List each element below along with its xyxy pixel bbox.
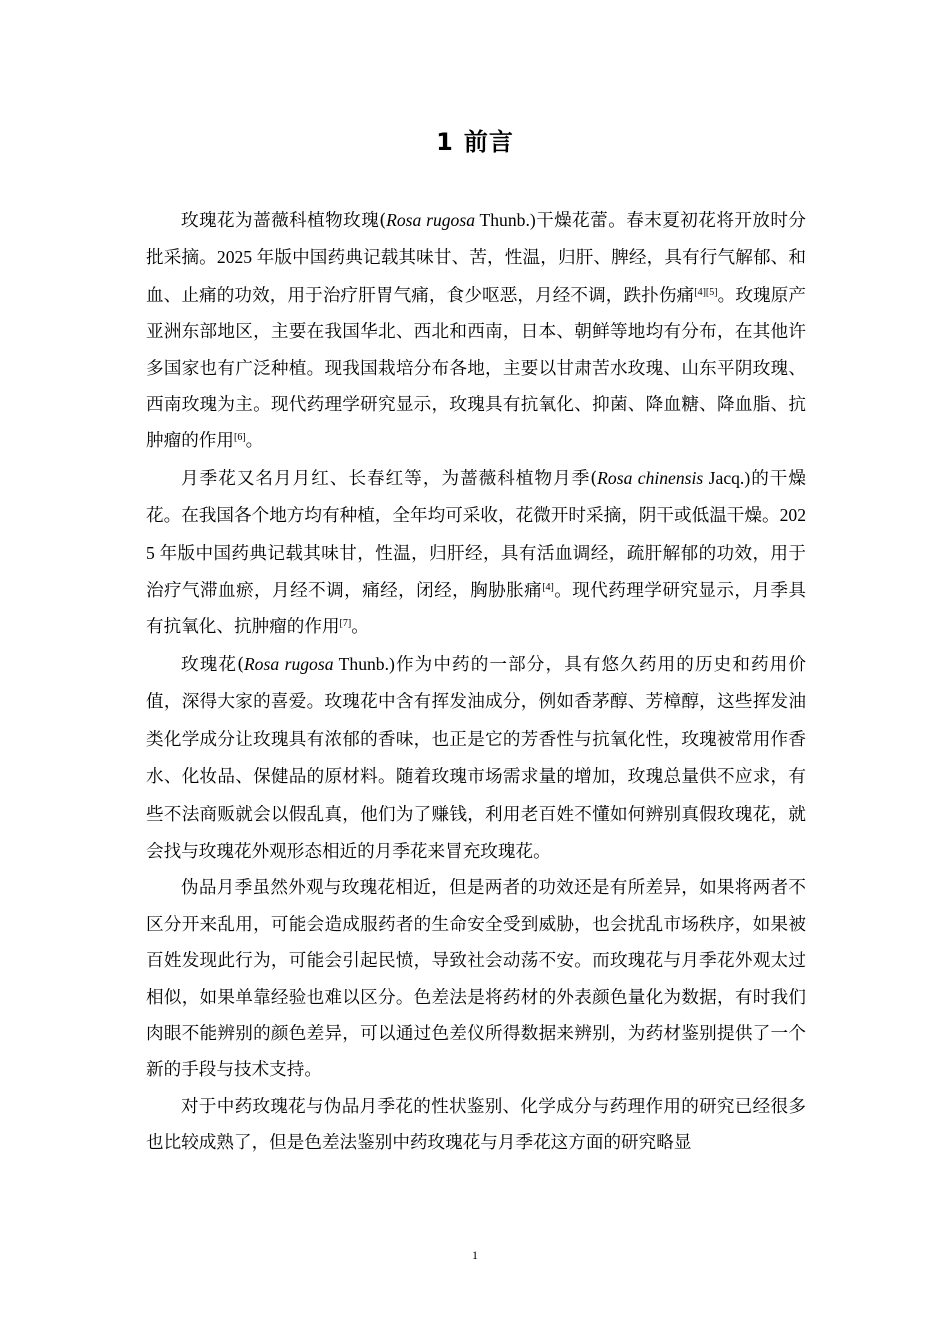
body-text	[146, 202, 806, 1162]
paragraph-chinese-rose-intro: 月季花又名月月红、长春红等，为蔷薇科植物月季(Rosa chinensis Jacq.)的干燥花。在我国各个地方均有种植，全年均可采收，花微开时采摘，阴干或低温干燥。2025 年版中国药典记载其味甘，性温，归肝经，具有活血调经，疏肝解郁的功效，用于治疗气滞血瘀，月经不调，痛经，闭经，胸胁胀痛[4]。现代药理学研究显示，月季具有抗氧化、抗肿瘤的作用[7]。	[146, 467, 806, 638]
paragraph-rose-value: 玫瑰花(Rosa rugosa Thunb.)作为中药的一部分，具有悠久药用的历史和药用价值，深得大家的喜爱。玫瑰花中含有挥发油成分，例如香茅醇、芳樟醇，这些挥发油类化学成分让玫瑰具有浓郁的香味，也正是它的芳香性与抗氧化性，玫瑰被常用作香水、化妆品、保健品的原材料。随着玫瑰市场需求量的增加，玫瑰总量供不应求，有些不法商贩就会以假乱真，他们为了赚钱，利用老百姓不懂如何辨别真假玫瑰花，就会找与玫瑰花外观形态相近的月季花来冒充玫瑰花。	[146, 653, 806, 861]
paragraph-counterfeit-risk: 伪品月季虽然外观与玫瑰花相近，但是两者的功效还是有所差异，如果将两者不区分开来乱用，可能会造成服药者的生命安全受到威胁，也会扰乱市场秩序，如果被百姓发现此行为，可能会引起民愤，导致社会动荡不安。而玫瑰花与月季花外观太过相似，如果单靠经验也难以区分。色差法是将药材的外表颜色量化为数据，有时我们肉眼不能辨别的颜色差异，可以通过色差仪所得数据来辨别，为药材鉴别提供了一个新的手段与技术支持。	[146, 878, 806, 1081]
citation: [4][5]	[694, 286, 718, 298]
paragraph-rose-intro: 玫瑰花为蔷薇科植物玫瑰(Rosa rugosa Thunb.)干燥花蕾。春末夏初花将开放时分批采摘。2025 年版中国药典记载其味甘、苦，性温，归肝、脾经，具有行气解郁、和血、止痛的功效，用于治疗肝胃气痛，食少呕恶，月经不调，跌扑伤痛[4][5]。玫瑰原产亚洲东部地区，主要在我国华北、西北和西南，日本、朝鲜等地均有分布，在其他许多国家也有广泛种植。现我国栽培分布各地，主要以甘肃苦水玫瑰、山东平阴玫瑰、西南玫瑰为主。现代药理学研究显示，玫瑰具有抗氧化、抑菌、降血糖、降血脂、抗肿瘤的作用[6]。	[146, 210, 807, 452]
paragraph-research-status: 对于中药玫瑰花与伪品月季花的性状鉴别、化学成分与药理作用的研究已经很多也比较成熟了，但是色差法鉴别中药玫瑰花与月季花这方面的研究略显	[146, 1096, 806, 1154]
species-name-rosa-chinensis: Rosa chinensis	[597, 467, 704, 488]
section-title: 前言	[463, 128, 514, 156]
citation: [6]	[233, 432, 246, 444]
species-name-rosa-rugosa: Rosa rugosa	[243, 653, 334, 674]
page-number: 1	[472, 1248, 478, 1262]
species-name-rosa-rugosa: Rosa rugosa	[386, 210, 475, 230]
section-heading	[0, 124, 950, 160]
section-number: 1	[436, 128, 454, 156]
citation: [4]	[542, 582, 554, 594]
citation: [7]	[339, 618, 352, 630]
